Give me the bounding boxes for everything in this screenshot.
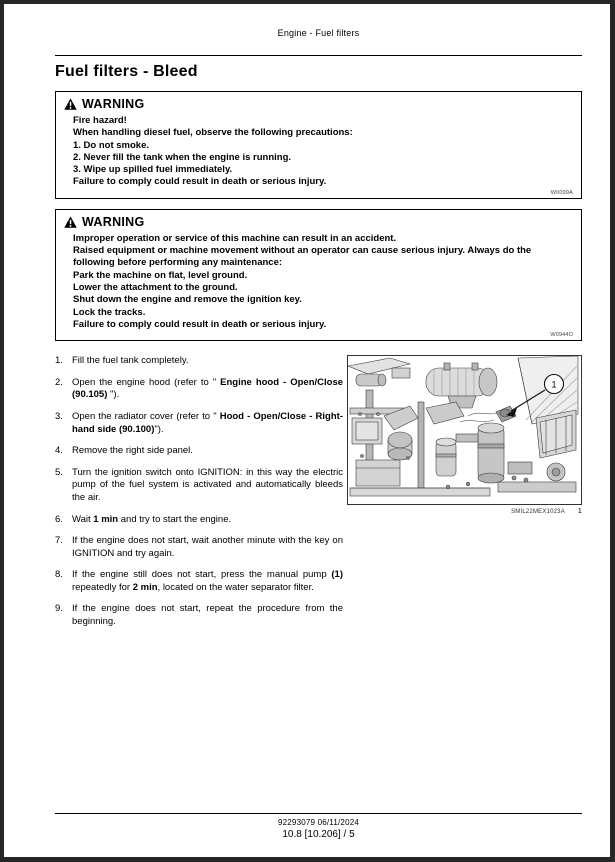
procedure-section bbox=[55, 355, 582, 638]
svg-text:1: 1 bbox=[551, 379, 557, 390]
footer-page-ref: 10.8 [10.206] / 5 bbox=[282, 829, 355, 840]
figure bbox=[347, 355, 582, 638]
step-number: 9. bbox=[55, 603, 63, 615]
figure-caption-code: SMIL22MEX1023A bbox=[511, 509, 565, 516]
figure-caption bbox=[347, 508, 582, 515]
step-number: 8. bbox=[55, 569, 63, 581]
step-number: 2. bbox=[55, 376, 63, 388]
figure-number: 1 bbox=[577, 508, 582, 516]
page-content bbox=[4, 4, 610, 857]
procedure-steps bbox=[55, 355, 343, 638]
warning-body: Fire hazard! When handling diesel fuel, observe the following precautions: 1. Do not smoke. 2. Never fill the tank when the engine is running. 3. Wipe up spilled fuel immediately. Failure to comply could result in death or serious injury. bbox=[73, 115, 353, 188]
page-title: Fuel filters - Bleed bbox=[55, 63, 198, 80]
warning-box-fire-hazard bbox=[55, 91, 582, 199]
step-item bbox=[55, 514, 343, 527]
step-number: 7. bbox=[55, 535, 63, 547]
step-text: Wait 1 min and try to start the engine. bbox=[72, 513, 232, 525]
step-text: Remove the right side panel. bbox=[72, 445, 193, 457]
step-item bbox=[55, 411, 343, 436]
step-item bbox=[55, 445, 343, 458]
step-number: 1. bbox=[55, 355, 63, 367]
warning-code: W0944D bbox=[550, 332, 573, 339]
step-item bbox=[55, 569, 343, 594]
step-text: If the engine does not start, wait another minute with the key on IGNITION and try again. bbox=[72, 535, 343, 559]
footer-rule bbox=[55, 813, 582, 814]
warning-triangle-icon bbox=[64, 216, 77, 228]
callout-circle bbox=[545, 375, 564, 394]
running-header: Engine - Fuel filters bbox=[277, 28, 360, 38]
warning-box-improper-operation bbox=[55, 209, 582, 341]
step-item bbox=[55, 535, 343, 560]
page-footer bbox=[55, 813, 582, 840]
step-item bbox=[55, 355, 343, 368]
warning-title: WARNING bbox=[82, 214, 145, 229]
step-text: Open the radiator cover (refer to " Hood - Open/Close - Right-hand side (90.100)"). bbox=[72, 410, 343, 435]
engine-illustration bbox=[347, 355, 582, 505]
step-item bbox=[55, 377, 343, 402]
step-text: Fill the fuel tank completely. bbox=[72, 355, 189, 367]
warning-code: W0099A bbox=[550, 189, 573, 196]
warning-triangle-icon bbox=[64, 98, 77, 110]
step-number: 6. bbox=[55, 513, 63, 525]
document-page bbox=[4, 4, 610, 857]
warning-header bbox=[64, 215, 573, 229]
step-text: If the engine still does not start, press the manual pump (1) repeatedly for 2 min, located on the water separator filter. bbox=[72, 569, 343, 593]
step-text: Turn the ignition switch onto IGNITION: in this way the electric pump of the fuel system is activated and automatically bleeds the air. bbox=[72, 466, 343, 503]
warning-header bbox=[64, 97, 573, 111]
header-rule bbox=[55, 55, 582, 56]
step-number: 5. bbox=[55, 466, 63, 478]
step-number: 4. bbox=[55, 445, 63, 457]
warning-body: Improper operation or service of this machine can result in an accident. Raised equipment or machine movement without an operator can cause serious injury. Always do the following before performing any maintenance: Park the machine on flat, level ground. Lower the attachment to the ground. Shut down the engine and remove the ignition key. Lock the tracks. Failure to comply could result in death or serious injury. bbox=[73, 232, 532, 330]
warning-title: WARNING bbox=[82, 97, 145, 111]
step-number: 3. bbox=[55, 410, 63, 422]
step-text: If the engine does not start, repeat the procedure from the beginning. bbox=[72, 603, 343, 628]
step-item bbox=[55, 603, 343, 628]
footer-doc-code: 92293079 06/11/2024 bbox=[277, 818, 360, 827]
step-item bbox=[55, 467, 343, 505]
step-text: Open the engine hood (refer to " Engine hood - Open/Close (90.105) "). bbox=[72, 376, 344, 401]
